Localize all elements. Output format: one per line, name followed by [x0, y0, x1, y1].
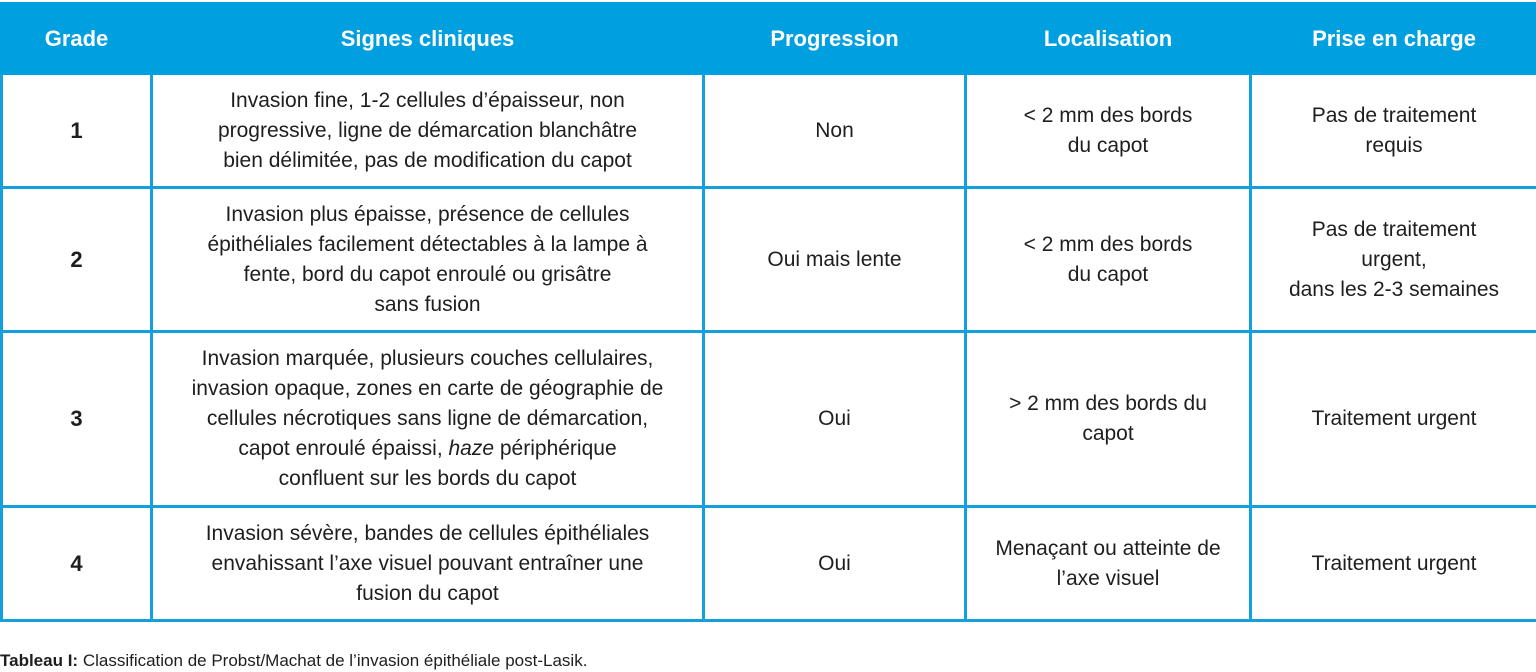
cell-line: > 2 mm des bords du — [1009, 392, 1207, 415]
localisation-cell — [966, 507, 1251, 621]
column-header-prise-en-charge: Prise en charge — [1251, 4, 1536, 74]
localisation-cell — [966, 188, 1251, 332]
classification-table — [0, 2, 1536, 622]
cell-line: fente, bord du capot enroulé ou grisâtre — [243, 262, 612, 286]
cell-line: Invasion sévère, bandes de cellules épithéliales — [205, 521, 650, 545]
prise-en-charge-cell — [1251, 507, 1536, 621]
table-caption — [0, 650, 587, 672]
progression-cell: Non — [704, 74, 966, 188]
cell-line: Traitement urgent — [1311, 551, 1477, 575]
cell-line: < 2 mm des bords — [1023, 232, 1193, 256]
cell-line: envahissant l’axe visuel pouvant entraîner une — [211, 551, 644, 575]
cell-line: fusion du capot — [356, 581, 499, 605]
cell-line: invasion opaque, zones en carte de géographie de — [191, 377, 664, 400]
prise-en-charge-cell — [1251, 188, 1536, 332]
cell-line: Invasion marquée, plusieurs couches cellulaires, — [201, 347, 654, 370]
cell-line: urgent, — [1361, 247, 1427, 271]
table-row — [2, 74, 1536, 188]
signes-cliniques-cell — [152, 332, 704, 507]
italic-term-haze: haze — [448, 437, 495, 460]
caption-label: Tableau I: — [0, 651, 79, 670]
cell-line: Pas de traitement — [1311, 103, 1477, 127]
cell-line: Pas de traitement — [1311, 217, 1477, 241]
cell-line: du capot — [1067, 262, 1149, 286]
progression-cell: Oui — [704, 507, 966, 621]
cell-line: l’axe visuel — [1056, 566, 1160, 590]
grade-cell: 4 — [2, 507, 152, 621]
cell-line: Traitement urgent — [1311, 407, 1477, 430]
cell-line: dans les 2-3 semaines — [1288, 277, 1500, 301]
grade-cell: 2 — [2, 188, 152, 332]
table-row — [2, 188, 1536, 332]
cell-line-part: périphérique — [494, 437, 617, 460]
cell-line: Invasion plus épaisse, présence de cellules — [225, 202, 630, 226]
caption-text: Classification de Probst/Machat de l’invasion épithéliale post-Lasik. — [78, 651, 588, 670]
table-row — [2, 507, 1536, 621]
table-row — [2, 332, 1536, 507]
signes-cliniques-cell — [152, 188, 704, 332]
cell-line: < 2 mm des bords — [1023, 103, 1193, 127]
localisation-cell — [966, 74, 1251, 188]
cell-line: du capot — [1067, 133, 1149, 157]
cell-line-part: capot enroulé épaissi, — [238, 437, 449, 460]
cell-line: requis — [1365, 133, 1423, 157]
prise-en-charge-cell — [1251, 332, 1536, 507]
column-header-signes-cliniques: Signes cliniques — [152, 4, 704, 74]
cell-line: sans fusion — [374, 292, 481, 316]
cell-line: progressive, ligne de démarcation blanchâtre — [217, 118, 638, 142]
column-header-progression: Progression — [704, 4, 966, 74]
cell-line: épithéliales facilement détectables à la lampe à — [207, 232, 648, 256]
localisation-cell — [966, 332, 1251, 507]
signes-cliniques-cell — [152, 74, 704, 188]
cell-line: Invasion fine, 1-2 cellules d’épaisseur, non — [230, 88, 625, 112]
table-header-row — [2, 4, 1536, 74]
progression-cell: Oui mais lente — [704, 188, 966, 332]
signes-cliniques-cell — [152, 507, 704, 621]
grade-cell: 1 — [2, 74, 152, 188]
cell-line: confluent sur les bords du capot — [278, 467, 577, 490]
column-header-grade: Grade — [2, 4, 152, 74]
progression-cell: Oui — [704, 332, 966, 507]
prise-en-charge-cell — [1251, 74, 1536, 188]
column-header-localisation: Localisation — [966, 4, 1251, 74]
cell-line: Menaçant ou atteinte de — [995, 536, 1221, 560]
cell-line: cellules nécrotiques sans ligne de démarcation, — [206, 407, 649, 430]
cell-line: capot — [1082, 422, 1134, 445]
grade-cell: 3 — [2, 332, 152, 507]
classification-table-container — [0, 2, 1536, 622]
cell-line: bien délimitée, pas de modification du capot — [223, 148, 632, 172]
